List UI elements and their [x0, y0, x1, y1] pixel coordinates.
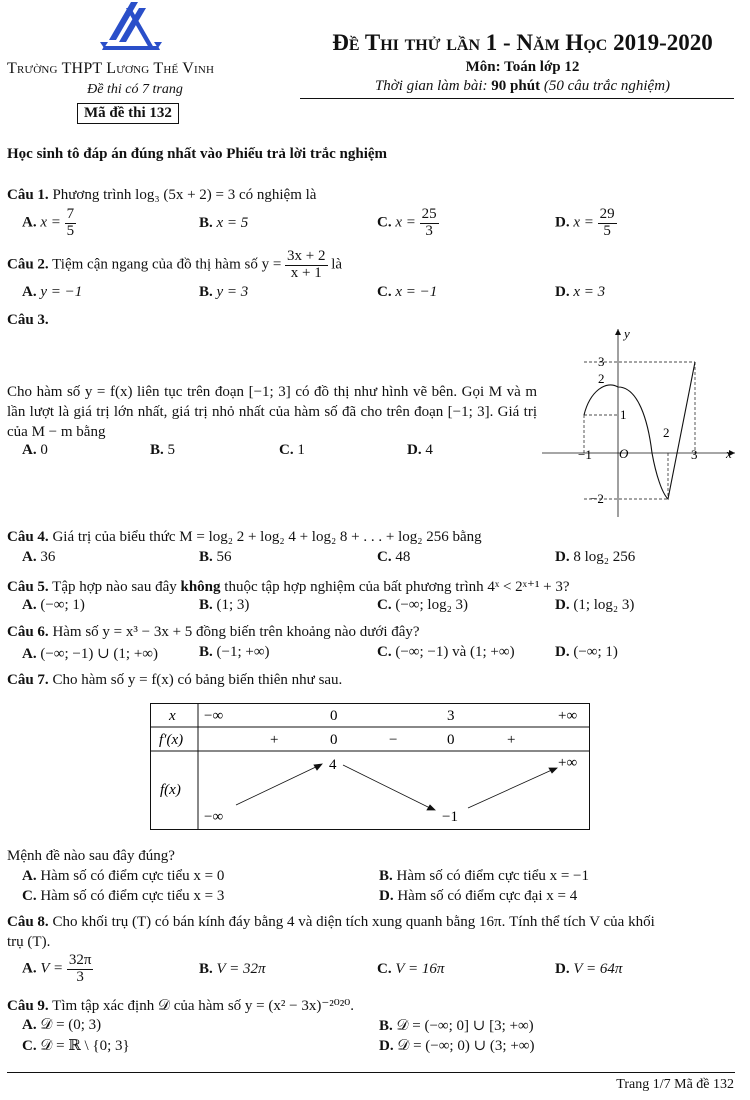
q4-option-c: C. 48	[377, 549, 411, 565]
question-3-text: Cho hàm số y = f(x) liên tục trên đoạn [−1; 3] có đồ thị như hình vẽ bên. Gọi M và m lần lượt là giá trị lớn nhất, giá trị nhỏ nhất của hàm số đã cho trên đoạn [−1; 3]. Giá trị của M − m bằng	[7, 384, 537, 440]
page-footer: Trang 1/7 Mã đề 132	[616, 1077, 734, 1092]
exam-code-box: Mã đề thi 132	[77, 103, 179, 124]
q3-graph	[540, 325, 740, 520]
q8-option-c: C. V = 16π	[377, 961, 445, 977]
q8-option-a: A. V = $\frac{32\pi}{3}$	[22, 952, 92, 985]
q9-option-c: C. 𝒟 = ℝ \ {0; 3}	[22, 1038, 130, 1054]
x-axis-label: x	[726, 446, 732, 461]
q4-option-d: D. 8 log₂ 256	[555, 549, 636, 565]
q4-option-b: B. 56	[199, 549, 232, 565]
q1-option-d: D. x = $\frac{29}{5}$	[555, 206, 615, 239]
x-val-3: +∞	[558, 708, 578, 724]
question-6: Câu 6. Hàm số y = x³ − 3x + 5 đồng biến trên khoảng nào dưới đây?	[7, 624, 420, 640]
pages-note: Đề thi có 7 trang	[87, 82, 183, 97]
tick-y1: 1	[620, 407, 627, 422]
q8-option-d: D. V = 64π	[555, 961, 623, 977]
question-7: Câu 7. Cho hàm số y = f(x) có bảng biến thiên như sau.	[7, 672, 343, 688]
x-val-0: −∞	[204, 708, 224, 724]
f-minus-inf: −∞	[204, 809, 224, 825]
row-label-fprime: f′(x)	[159, 732, 184, 748]
school-name: Trường THPT Lương Thế Vinh	[7, 60, 215, 77]
sign-0: +	[270, 732, 279, 748]
q9-option-b: B. 𝒟 = (−∞; 0] ∪ [3; +∞)	[379, 1018, 534, 1034]
question-8: Câu 8. Cho khối trụ (T) có bán kính đáy bằng 4 và diện tích xung quanh bằng 16π. Tính thể tích V của khối	[7, 914, 655, 930]
q3-option-c: C. 1	[279, 442, 305, 458]
q5-option-d: D. (1; log₂ 3)	[555, 597, 635, 613]
q2-option-a: A. y = −1	[22, 284, 83, 300]
sign-1: 0	[330, 732, 338, 748]
q3-option-a: A. 0	[22, 442, 48, 458]
y-axis-label: y	[624, 326, 630, 341]
q9-option-a: A. 𝒟 = (0; 3)	[22, 1017, 102, 1033]
row-label-x: x	[169, 708, 176, 724]
q2-option-d: D. x = 3	[555, 284, 606, 300]
q5-option-a: A. (−∞; 1)	[22, 597, 85, 613]
x-val-1: 0	[330, 708, 338, 724]
q1-option-b: B. x = 5	[199, 215, 249, 231]
tick-y3: 3	[598, 354, 605, 369]
q5-option-c: C. (−∞; log₂ 3)	[377, 597, 469, 613]
question-1: Câu 1. Phương trình log₃ (5x + 2) = 3 có nghiệm là	[7, 187, 317, 203]
sign-3: 0	[447, 732, 455, 748]
tick-xm1: −1	[578, 447, 592, 462]
x-val-2: 3	[447, 708, 455, 724]
origin-label: O	[619, 446, 629, 461]
q6-option-d: D. (−∞; 1)	[555, 644, 618, 660]
variation-table	[150, 703, 592, 831]
footer-divider	[7, 1072, 735, 1073]
header-divider	[300, 98, 734, 99]
sign-2: −	[389, 732, 398, 748]
time-line: Thời gian làm bài: 90 phút (50 câu trắc nghiệm)	[374, 78, 671, 94]
q6-option-c: C. (−∞; −1) và (1; +∞)	[377, 644, 515, 660]
q9-option-d: D. 𝒟 = (−∞; 0) ∪ (3; +∞)	[379, 1038, 535, 1054]
q7-option-b: B. Hàm số có điểm cực tiểu x = −1	[379, 868, 590, 884]
question-7-prompt: Mệnh đề nào sau đây đúng?	[7, 848, 175, 864]
q3-option-d: D. 4	[407, 442, 433, 458]
question-9: Câu 9. Tìm tập xác định 𝒟 của hàm số y = (x² − 3x)⁻²⁰²⁰.	[7, 998, 355, 1014]
question-8-cont: trụ (T).	[7, 934, 51, 950]
question-5: Câu 5. Tập hợp nào sau đây không thuộc tập hợp nghiệm của bất phương trình 4ˣ < 2ˣ⁺¹ + 3?	[7, 579, 570, 595]
sign-4: +	[507, 732, 516, 748]
tick-y2: 2	[598, 371, 605, 386]
q6-option-a: A. (−∞; −1) ∪ (1; +∞)	[22, 646, 158, 662]
q8-option-b: B. V = 32π	[199, 961, 266, 977]
exam-title: Đề Thi thử lần 1 - Năm Học 2019-2020	[332, 30, 713, 55]
y-axis-arrow	[615, 329, 621, 335]
q5-option-b: B. (1; 3)	[199, 597, 250, 613]
q1-option-a: A. x = $\frac{7}{5}$	[22, 206, 75, 239]
tick-x2: 2	[663, 425, 670, 440]
q6-option-b: B. (−1; +∞)	[199, 644, 270, 660]
q7-option-c: C. Hàm số có điểm cực tiểu x = 3	[22, 888, 225, 904]
q7-option-a: A. Hàm số có điểm cực tiểu x = 0	[22, 868, 225, 884]
f-plus-inf: +∞	[558, 755, 578, 771]
f-max: 4	[329, 757, 337, 773]
q3-option-b: B. 5	[150, 442, 176, 458]
q7-option-d: D. Hàm số có điểm cực đại x = 4	[379, 888, 578, 904]
question-4: Câu 4. Giá trị của biểu thức M = log₂ 2 + log₂ 4 + log₂ 8 + . . . + log₂ 256 bằng	[7, 529, 482, 545]
q2-option-c: C. x = −1	[377, 284, 438, 300]
question-3-label: Câu 3.	[7, 312, 49, 328]
tick-ym2: −2	[590, 491, 604, 506]
q1-option-c: C. x = $\frac{25}{3}$	[377, 206, 437, 239]
q4-option-a: A. 36	[22, 549, 56, 565]
tick-x3: 3	[691, 447, 698, 462]
row-label-f: f(x)	[160, 782, 181, 798]
subject-line: Môn: Toán lớp 12	[465, 59, 580, 75]
instruction: Học sinh tô đáp án đúng nhất vào Phiếu trả lời trắc nghiệm	[7, 146, 388, 162]
question-2: Câu 2. Tiệm cận ngang của đồ thị hàm số y = $\frac{3x + 2}{x + 1}$ là	[7, 248, 343, 281]
school-logo	[98, 2, 164, 54]
f-min: −1	[442, 809, 458, 825]
q2-option-b: B. y = 3	[199, 284, 249, 300]
